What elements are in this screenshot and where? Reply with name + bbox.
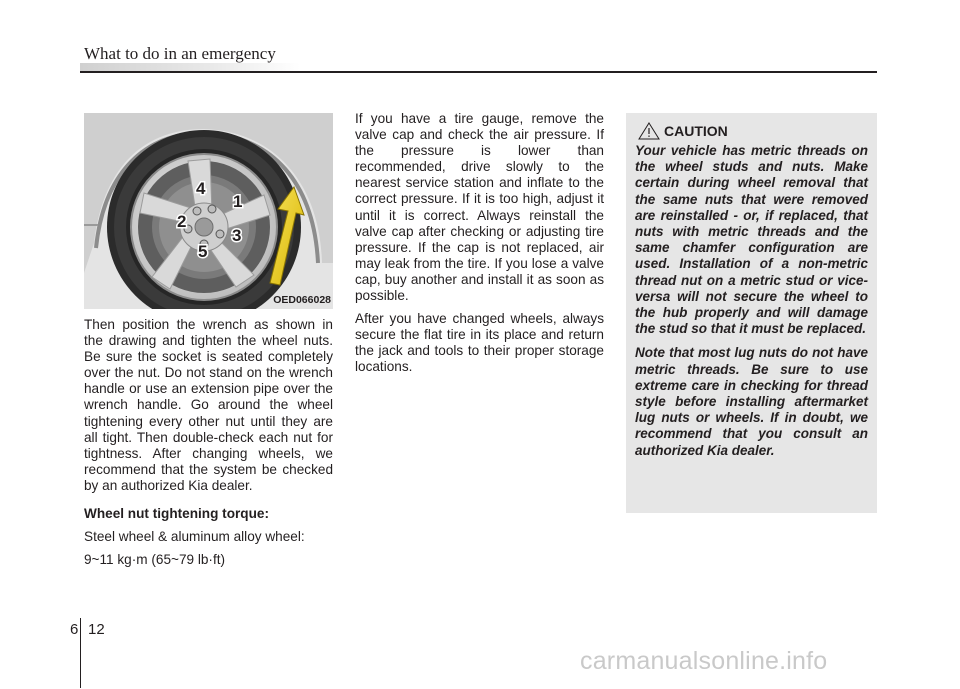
body-column-middle — [355, 111, 604, 383]
torque-value: 9~11 kg·m (65~79 lb·ft) — [84, 552, 226, 568]
chapter-number: 6 — [70, 621, 79, 638]
page-number: 12 — [88, 621, 105, 638]
nut-number-1: 1 — [233, 192, 243, 211]
caution-metric-threads: Your vehicle has metric threads on the wheel studs and nuts. Make certain during wheel removal that the same nuts that were removed are reinstalled - or, if replaced, that nuts with metric threads and the same chamfer configuration are used. Installation of a non-metric thread nut on a metric stud or vice-versa will not secure the wheel to the hub properly and will damage the stud so that it must be replaced. — [635, 143, 868, 337]
torque-wheel-type: Steel wheel & aluminum alloy wheel: — [84, 529, 305, 545]
footer-rule — [80, 618, 81, 688]
body-column-left — [84, 317, 333, 575]
tire-gauge-paragraph: If you have a tire gauge, remove the valve cap and check the air pressure. If the pressure is lower than recommended, drive slowly to the nearest service station and inflate to the correct pressure. If it is too high, adjust it until it is correct. Always reinstall the valve cap after checking or adjusting tire pressure. If the cap is not replaced, air may leak from the tire. If you lose a valve cap, buy another and install it as soon as possible. — [355, 111, 604, 304]
figure-code: OED066028 — [273, 294, 331, 306]
caution-header — [635, 121, 868, 141]
wrench-instructions: Then position the wrench as shown in the drawing and tighten the wheel nuts. Be sure the socket is seated completely over the nut. Do not stand on the wrench handle or use an extension pipe over the wrench handle. Go around the wheel tightening every other nut until they are all tight. Then double-check each nut for tightness. After changing wheels, we recommend that the system be checked by an authorized Kia dealer. — [84, 317, 333, 493]
storage-paragraph: After you have changed wheels, always secure the flat tire in its place and return the jack and tools to their proper storage locations. — [355, 311, 604, 375]
nut-number-2: 2 — [177, 212, 187, 231]
torque-heading: Wheel nut tightening torque: — [84, 506, 269, 522]
nut-number-4: 4 — [196, 179, 206, 198]
nut-number-3: 3 — [232, 226, 242, 245]
nut-number-5: 5 — [198, 242, 208, 261]
section-title: What to do in an emergency — [84, 44, 276, 63]
caution-box — [626, 113, 877, 513]
caution-lug-nuts-note: Note that most lug nuts do not have metric threads. Be sure to use extreme care in checking for thread style before installing aftermarket lug nuts or wheels. If in doubt, we recommend that you consult an authorized Kia dealer. — [635, 345, 868, 458]
caution-label: CAUTION — [664, 123, 728, 139]
wheel-illustration — [84, 113, 333, 309]
wheel-drawing — [84, 113, 333, 309]
watermark: carmanualsonline.info — [580, 647, 828, 675]
warning-icon — [638, 122, 660, 140]
header-rule — [80, 71, 877, 73]
